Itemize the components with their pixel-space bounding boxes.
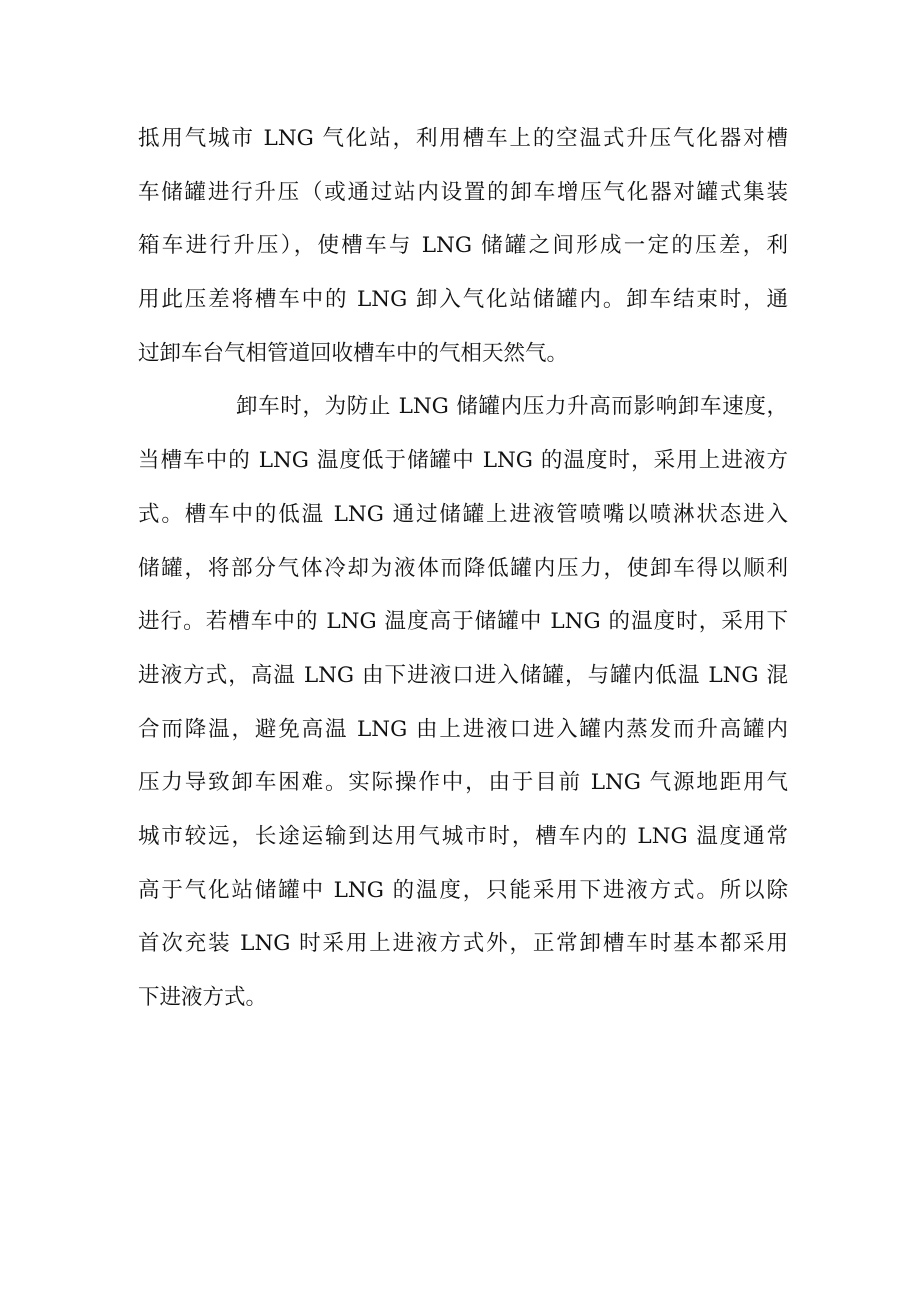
text-line: 高于气化站储罐中 LNG 的温度，只能采用下进液方式。所以除 <box>138 877 788 903</box>
text-line: 下进液方式。 <box>138 985 268 1010</box>
body-text <box>138 112 788 1025</box>
text-line: 进行。若槽车中的 LNG 温度高于储罐中 LNG 的温度时，采用下 <box>138 609 788 635</box>
text-line: 箱车进行升压），使槽车与 LNG 储罐之间形成一定的压差，利 <box>138 233 788 259</box>
text-line: 储罐，将部分气体冷却为液体而降低罐内压力，使卸车得以顺利 <box>138 555 788 581</box>
text-line: 进液方式，高温 LNG 由下进液口进入储罐，与罐内低温 LNG 混 <box>138 662 788 688</box>
text-line: 卸车时，为防止 LNG 储罐内压力升高而影响卸车速度， <box>236 394 788 420</box>
text-line: 车储罐进行升压（或通过站内设置的卸车增压气化器对罐式集装 <box>138 179 788 205</box>
text-line: 压力导致卸车困难。实际操作中，由于目前 LNG 气源地距用气 <box>138 770 788 796</box>
text-line: 首次充装 LNG 时采用上进液方式外，正常卸槽车时基本都采用 <box>138 931 788 957</box>
text-line: 用此压差将槽车中的 LNG 卸入气化站储罐内。卸车结束时，通 <box>138 287 788 313</box>
text-line: 合而降温，避免高温 LNG 由上进液口进入罐内蒸发而升高罐内 <box>138 716 788 742</box>
text-line: 城市较远，长途运输到达用气城市时，槽车内的 LNG 温度通常 <box>138 823 788 849</box>
text-line: 抵用气城市 LNG 气化站，利用槽车上的空温式升压气化器对槽 <box>138 126 788 151</box>
text-line: 当槽车中的 LNG 温度低于储罐中 LNG 的温度时，采用上进液方 <box>138 448 788 474</box>
paragraph <box>138 112 788 380</box>
paragraph <box>138 380 788 1024</box>
text-line: 过卸车台气相管道回收槽车中的气相天然气。 <box>138 340 569 366</box>
text-line: 式。槽车中的低温 LNG 通过储罐上进液管喷嘴以喷淋状态进入 <box>138 501 788 527</box>
